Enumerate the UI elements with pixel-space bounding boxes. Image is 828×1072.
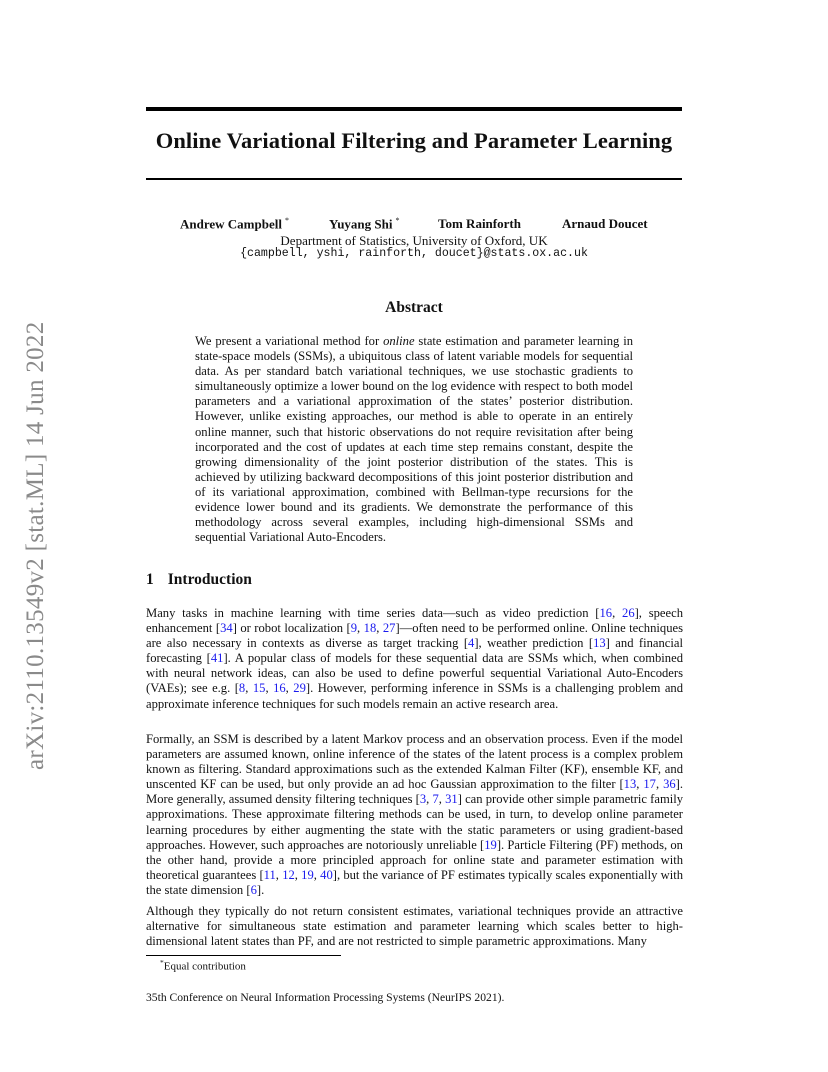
abstract-heading: Abstract — [385, 299, 443, 316]
abstract-text: We present a variational method for online state estimation and parameter learning in state-space models (SSMs), a ubiquitous class of latent variable models for sequential data. As per standard batch variational techniques, we use stochastic gradients to simultaneously optimize a lower bound on the log evidence with respect to both model parameters and a variational approximation of the states’ posterior distribution. However, unlike existing approaches, our method is able to operate in an entirely online manner, such that historic observations do not require revisitation after being incorporated and the cost of updates at each time step remains constant, despite the growing dimensionality of the joint posterior distribution of the states. This is achieved by utilizing backward decompositions of this joint posterior distribution and of its variational approximation, combined with Bellman-type recursions for the evidence lower bound and its gradients. We demonstrate the performance of this methodology across several examples, including high-dimensional SSMs and sequential Variational Auto-Encoders. — [195, 334, 633, 545]
citation-link[interactable]: 4 — [468, 636, 475, 651]
citation-link[interactable]: 19 — [301, 867, 314, 882]
intro-paragraph-3: Although they typically do not return consistent estimates, variational techniques provide an attractive alternative for simultaneous state estimation and parameter learning which scales better to high-dimensional latent states than PF, and are not restricted to simple parametric approximations. Many — [146, 904, 683, 949]
citation-link[interactable]: 31 — [445, 792, 458, 807]
citation-link[interactable]: 11 — [263, 867, 276, 882]
author-3: Tom Rainforth — [438, 216, 521, 231]
citation-link[interactable]: 36 — [663, 777, 676, 792]
author-2: Yuyang Shi * — [329, 216, 400, 232]
arxiv-identifier: arXiv:2110.13549v2 [stat.ML] 14 Jun 2022 — [22, 321, 49, 770]
citation-link[interactable]: 15 — [252, 681, 266, 696]
citation-link[interactable]: 40 — [320, 867, 333, 882]
author-1: Andrew Campbell * — [180, 216, 289, 232]
citation-link[interactable]: 12 — [282, 867, 295, 882]
citation-link[interactable]: 18 — [363, 621, 377, 636]
footnote: *Equal contribution — [160, 958, 246, 973]
section-heading-introduction: 1 Introduction — [146, 571, 252, 588]
citation-link[interactable]: 41 — [210, 651, 224, 666]
citation-link[interactable]: 13 — [623, 777, 637, 792]
citation-link[interactable]: 16 — [273, 681, 286, 696]
intro-paragraph-1: Many tasks in machine learning with time series data—such as video prediction [16, 26], speech enhancement [34] or robot localization [9, 18, 27]—often need to be performed online. Online techniques are also necessary in contexts as diverse as target tracking [4], weather prediction [13] and financial forecasting [41]. A popular class of models for these sequential data are SSMs which, when combined with neural network ideas, can also be used to define powerful sequential Variational Auto-Encoders (VAEs); see e.g. [8, 15, 16, 29]. However, performing inference in SSMs is a challenging problem and approximate inference techniques for such models remain an active research area. — [146, 606, 684, 711]
citation-link[interactable]: 34 — [220, 621, 233, 636]
citation-link[interactable]: 17 — [643, 777, 656, 792]
citation-link[interactable]: 8 — [238, 681, 246, 696]
affiliation: Department of Statistics, University of Oxford, UK — [280, 233, 548, 248]
title-bottom-rule — [146, 178, 682, 180]
citation-link[interactable]: 13 — [593, 636, 606, 651]
citation-link[interactable]: 29 — [293, 681, 306, 696]
footnote-rule — [146, 955, 341, 956]
citation-link[interactable]: 9 — [350, 621, 358, 636]
author-emails: {campbell, yshi, rainforth, doucet}@stats.ox.ac.uk — [240, 247, 588, 260]
author-4: Arnaud Doucet — [562, 216, 648, 231]
conference-note: 35th Conference on Neural Information Processing Systems (NeurIPS 2021). — [146, 991, 505, 1004]
citation-link[interactable]: 26 — [622, 606, 635, 620]
citation-link[interactable]: 19 — [484, 837, 497, 852]
citation-link[interactable]: 6 — [250, 882, 257, 897]
citation-link[interactable]: 27 — [382, 621, 396, 636]
paper-title: Online Variational Filtering and Parameter Learning — [155, 128, 673, 153]
citation-link[interactable]: 7 — [432, 792, 439, 807]
citation-link[interactable]: 16 — [599, 606, 613, 620]
citation-link[interactable]: 3 — [419, 792, 427, 807]
intro-paragraph-2: Formally, an SSM is described by a latent Markov process and an observation process. Even if the model parameters are assumed known, online inference of the states of the latent process is a complex problem known as filtering. Standard approximations such as the extended Kalman Filter (KF), ensemble KF, and unscented KF can be used, but only provide an ad hoc Gaussian approximation to the filter [13, 17, 36]. More generally, assumed density filtering techniques [3, 7, 31] can provide other simple parametric family approximations. These approximate filtering methods can be used, in turn, to develop online parameter learning procedures by either augmenting the state with the static parameters or using gradient-based approaches. However, such approaches are notoriously unreliable [19]. Particle Filtering (PF) methods, on the other hand, provide a more principled approach for online state and parameter estimation with theoretical guarantees [11, 12, 19, 40], but the variance of PF estimates typically scales exponentially with the state dimension [6]. — [146, 732, 684, 897]
title-top-rule — [146, 107, 682, 111]
